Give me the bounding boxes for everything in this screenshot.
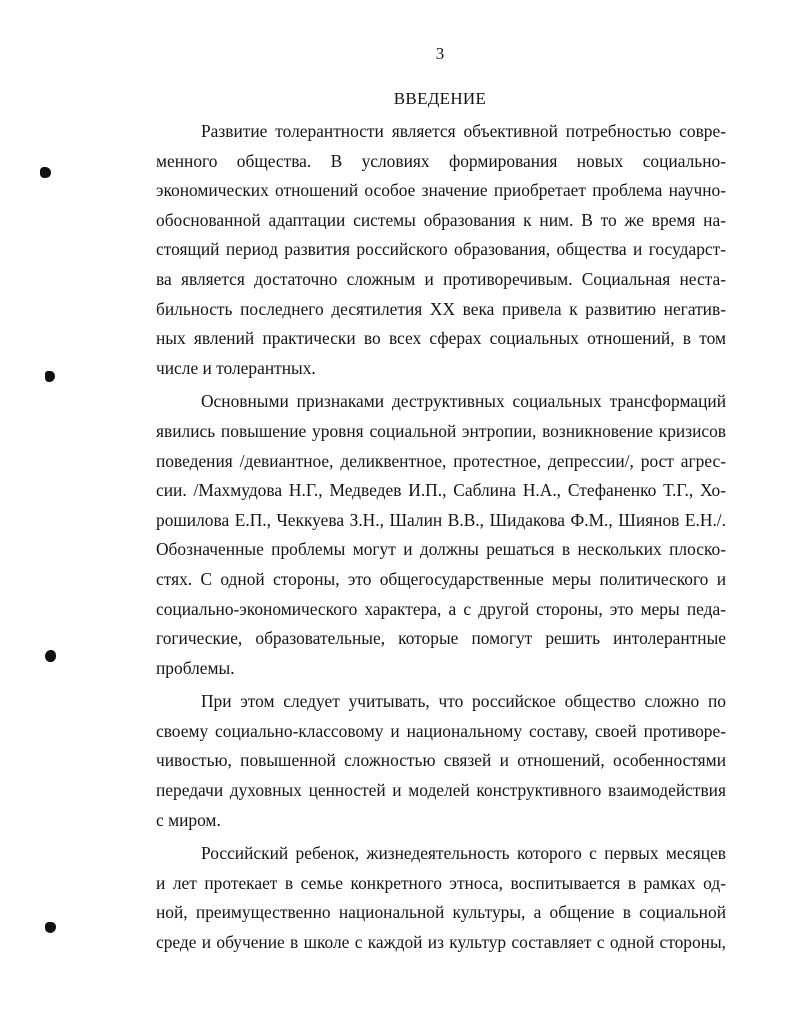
text-line: сии. /Махмудова Н.Г., Медведев И.П., Саблина Н.А., Стефаненко Т.Г., Хо- [156,480,726,501]
text-line: При этом следует учитывать, что российское общество сложно по [201,691,726,712]
text-line: гогические, образовательные, которые помогут решить интолерантные [156,628,726,649]
page-number: 3 [435,44,445,63]
scan-mark [45,922,56,933]
scan-mark [40,167,51,178]
text-line: менного общества. В условиях формирования новых социально- [156,150,726,171]
text-line: Основными признаками деструктивных социальных трансформаций [201,391,726,412]
text-line: чивостью, повышенной сложностью связей и отношений, особенностями [156,750,726,771]
text-line: с миром. [156,809,221,830]
text-line: среде и обучение в школе с каждой из культур составляет с одной стороны, [156,932,726,953]
text-line: ной, преимущественно национальной культуры, а общение в социальной [156,902,726,923]
text-line: передачи духовных ценностей и моделей конструктивного взаимодействия [156,780,726,801]
document-body [156,117,726,958]
text-line: Обозначенные проблемы могут и должны решаться в нескольких плоско- [156,539,726,560]
page-title: ВВЕДЕНИЕ [393,89,487,108]
text-line: Российский ребенок, жизнедеятельность которого с первых месяцев [201,843,726,864]
text-line: числе и толерантных. [156,357,316,378]
text-line: социально-экономического характера, а с другой стороны, это меры педа- [156,598,726,619]
text-line: поведения /девиантное, деликвентное, протестное, депрессии/, рост агрес- [156,450,726,471]
text-line: проблемы. [156,657,235,678]
text-line: ва является достаточно сложным и противоречивым. Социальная неста- [156,268,726,289]
text-line: рошилова Е.П., Чеккуева З.Н., Шалин В.В., Шидакова Ф.М., Шиянов Е.Н./. [156,509,726,530]
scan-mark [45,650,56,662]
text-line: стях. С одной стороны, это общегосударственные меры политического и [156,568,726,589]
scan-mark [45,371,55,382]
text-line: обоснованной адаптации системы образования к ним. В то же время на- [156,209,726,230]
text-line: стоящий период развития российского образования, общества и государст- [156,239,726,260]
text-line: и лет протекает в семье конкретного этноса, воспитывается в рамках од- [156,872,726,893]
paragraph [156,387,726,683]
paragraph [156,839,726,957]
text-line: Развитие толерантности является объективной потребностью совре- [201,121,726,141]
paragraph [156,117,726,383]
text-line: экономических отношений особое значение приобретает проблема научно- [156,180,726,201]
paragraph [156,687,726,835]
text-line: своему социально-классовому и национальному составу, своей противоре- [156,720,726,741]
text-line: явились повышение уровня социальной энтропии, возникновение кризисов [156,420,726,441]
text-line: ных явлений практически во всех сферах социальных отношений, в том [156,328,726,349]
text-line: бильность последнего десятилетия XX века привела к развитию негатив- [156,298,726,319]
